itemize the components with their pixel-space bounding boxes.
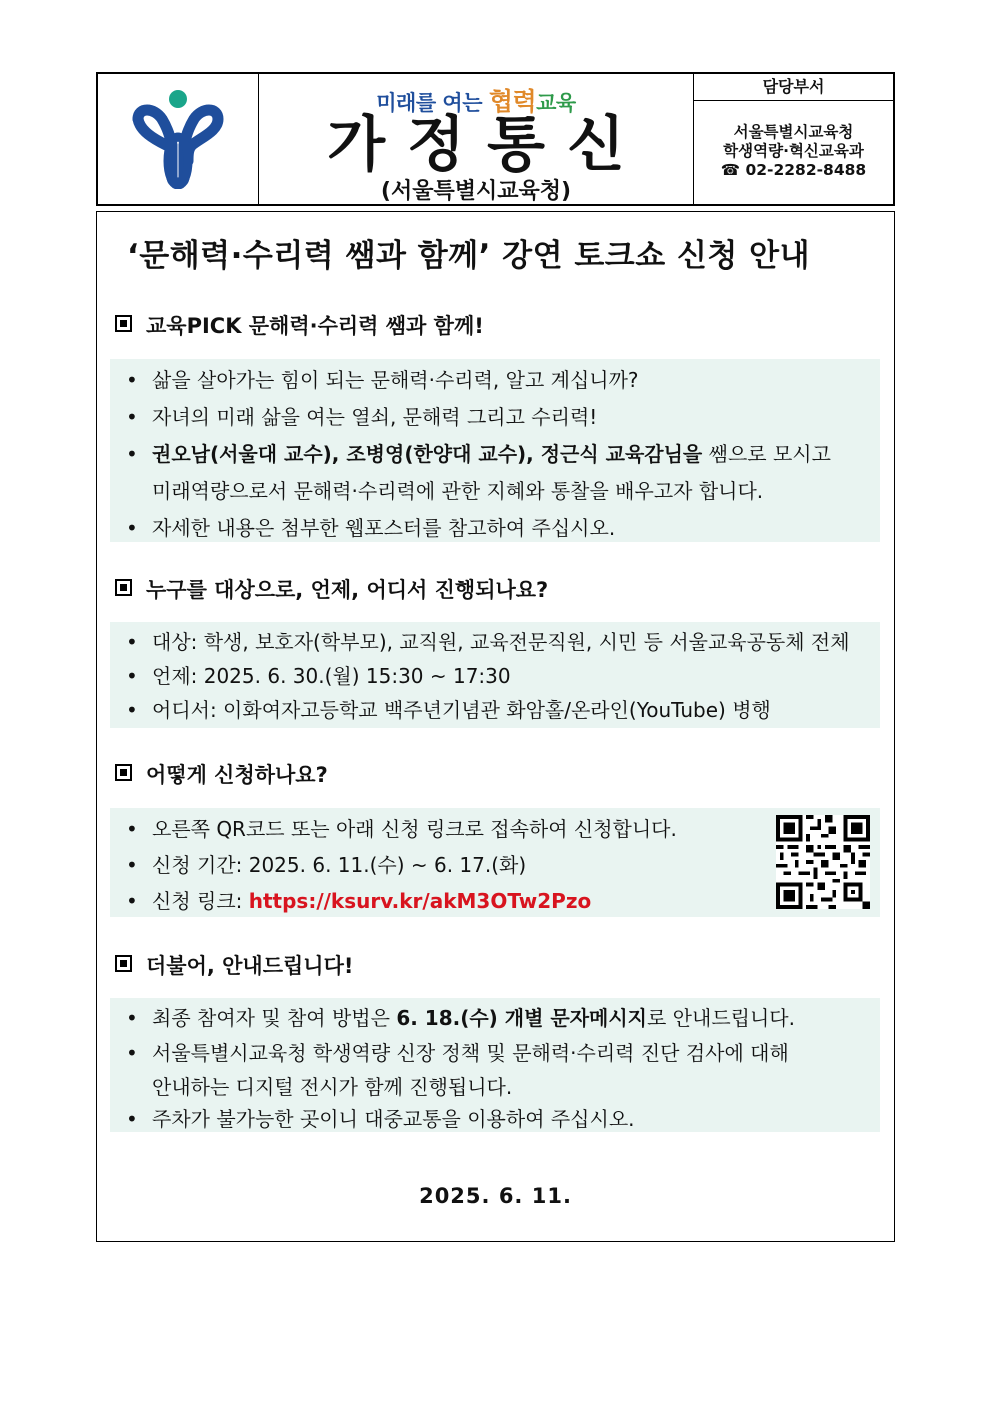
list-item <box>110 883 880 919</box>
list-item-continued <box>110 1071 880 1103</box>
list-item <box>110 362 880 399</box>
section-panel-4 <box>110 998 880 1132</box>
department-label: 담당부서 <box>694 74 893 101</box>
square-bullet-icon <box>115 315 132 332</box>
letterhead <box>96 72 895 206</box>
section-panel-3 <box>110 808 880 917</box>
section-heading-text: 누구를 대상으로, 언제, 어디서 진행되나요? <box>146 578 549 602</box>
list-item-text: 주차가 불가능한 곳이니 대중교통을 이용하여 주십시오. <box>152 1107 635 1131</box>
section-heading-1 <box>115 310 484 340</box>
list-item-text: 미래역량으로서 문해력·수리력에 관한 지혜와 통찰을 배우고자 합니다. <box>152 479 764 503</box>
department-office: 서울특별시교육청 <box>733 123 854 141</box>
bullet: • <box>126 817 138 841</box>
list-item-text: 오른쪽 QR코드 또는 아래 신청 링크로 접속하여 신청합니다. <box>152 817 677 841</box>
slogan-part-3: 교육 <box>536 91 576 115</box>
list-item <box>110 436 880 473</box>
slogan-part-1: 미래를 여는 <box>376 91 489 115</box>
list-item <box>110 693 880 727</box>
section-heading-2 <box>115 574 548 604</box>
seoul-education-logo <box>132 89 224 189</box>
issue-date: 2025. 6. 11. <box>419 1184 572 1208</box>
bullet: • <box>126 368 138 392</box>
bullet: • <box>126 630 138 654</box>
list-item <box>110 811 880 847</box>
document-title: ‘문해력·수리력 쌤과 함께’ 강연 토크쇼 신청 안내 <box>127 238 811 274</box>
logo-cell <box>98 74 259 204</box>
title-cell <box>259 74 694 204</box>
slogan-part-2: 협력 <box>488 87 537 116</box>
list-item-text: 대상: 학생, 보호자(학부모), 교직원, 교육전문직원, 시민 등 서울교육공동체 전체 <box>152 630 850 654</box>
square-bullet-icon <box>115 955 132 972</box>
list-item-text: 안내하는 디지털 전시가 함께 진행됩니다. <box>152 1075 513 1099</box>
bullet: • <box>126 442 138 466</box>
section-heading-text: 어떻게 신청하나요? <box>146 763 328 787</box>
square-bullet-icon <box>115 764 132 781</box>
newsletter-title: 가정통신 <box>327 110 647 180</box>
list-item-text: 어디서: 이화여자고등학교 백주년기념관 화암홀/온라인(YouTube) 병행 <box>152 698 771 722</box>
bullet: • <box>126 1006 138 1030</box>
list-item-text: 자세한 내용은 첨부한 웹포스터를 참고하여 주십시오. <box>152 516 616 540</box>
list-item <box>110 1036 880 1071</box>
issuer: (서울특별시교육청) <box>380 179 572 204</box>
list-item <box>110 1103 880 1135</box>
section-heading-4 <box>115 950 353 980</box>
bullet: • <box>126 889 138 913</box>
section-panel-1 <box>110 359 880 542</box>
list-item <box>110 625 880 659</box>
list-item-text: 삶을 살아가는 힘이 되는 문해력·수리력, 알고 계십니까? <box>152 368 639 392</box>
section-panel-2 <box>110 622 880 728</box>
list-item <box>110 1001 880 1036</box>
list-item <box>110 659 880 693</box>
list-item <box>110 399 880 436</box>
list-item-text: 최종 참여자 및 참여 방법은 <box>152 1006 397 1030</box>
department-phone: ☎ 02-2282-8488 <box>720 161 867 179</box>
list-item-text: 언제: 2025. 6. 30.(월) 15:30 ~ 17:30 <box>152 664 511 688</box>
list-item-text: 신청 링크: <box>152 889 249 913</box>
list-item-text: 로 안내드립니다. <box>647 1006 795 1030</box>
speakers-text: 권오남(서울대 교수), 조병영(한양대 교수), 정근식 교육감님을 <box>152 442 703 466</box>
bullet: • <box>126 405 138 429</box>
list-item-continued <box>110 473 880 510</box>
department-info <box>694 101 893 180</box>
list-item-text: 쌤으로 모시고 <box>708 442 831 466</box>
signup-link[interactable]: https://ksurv.kr/akM3OTw2Pzo <box>248 889 592 913</box>
list-item-text: 서울특별시교육청 학생역량 신장 정책 및 문해력·수리력 진단 검사에 대해 <box>152 1041 789 1065</box>
bullet: • <box>126 698 138 722</box>
list-item-text: 신청 기간: 2025. 6. 11.(수) ~ 6. 17.(화) <box>152 853 527 877</box>
department-cell <box>694 74 893 204</box>
section-heading-3 <box>115 759 328 789</box>
notice-date-text: 6. 18.(수) 개별 문자메시지 <box>396 1006 647 1030</box>
bullet: • <box>126 1107 138 1131</box>
notice-body <box>96 211 895 1242</box>
bullet: • <box>126 1041 138 1065</box>
bullet: • <box>126 664 138 688</box>
qr-code-icon[interactable] <box>776 815 870 909</box>
section-heading-text: 교육PICK 문해력·수리력 쌤과 함께! <box>146 314 484 338</box>
department-division: 학생역량·혁신교육과 <box>723 142 864 160</box>
list-item <box>110 510 880 547</box>
section-heading-text: 더불어, 안내드립니다! <box>146 954 354 978</box>
list-item <box>110 847 880 883</box>
bullet: • <box>126 516 138 540</box>
list-item-text: 자녀의 미래 삶을 여는 열쇠, 문해력 그리고 수리력! <box>152 405 598 429</box>
square-bullet-icon <box>115 579 132 596</box>
bullet: • <box>126 853 138 877</box>
